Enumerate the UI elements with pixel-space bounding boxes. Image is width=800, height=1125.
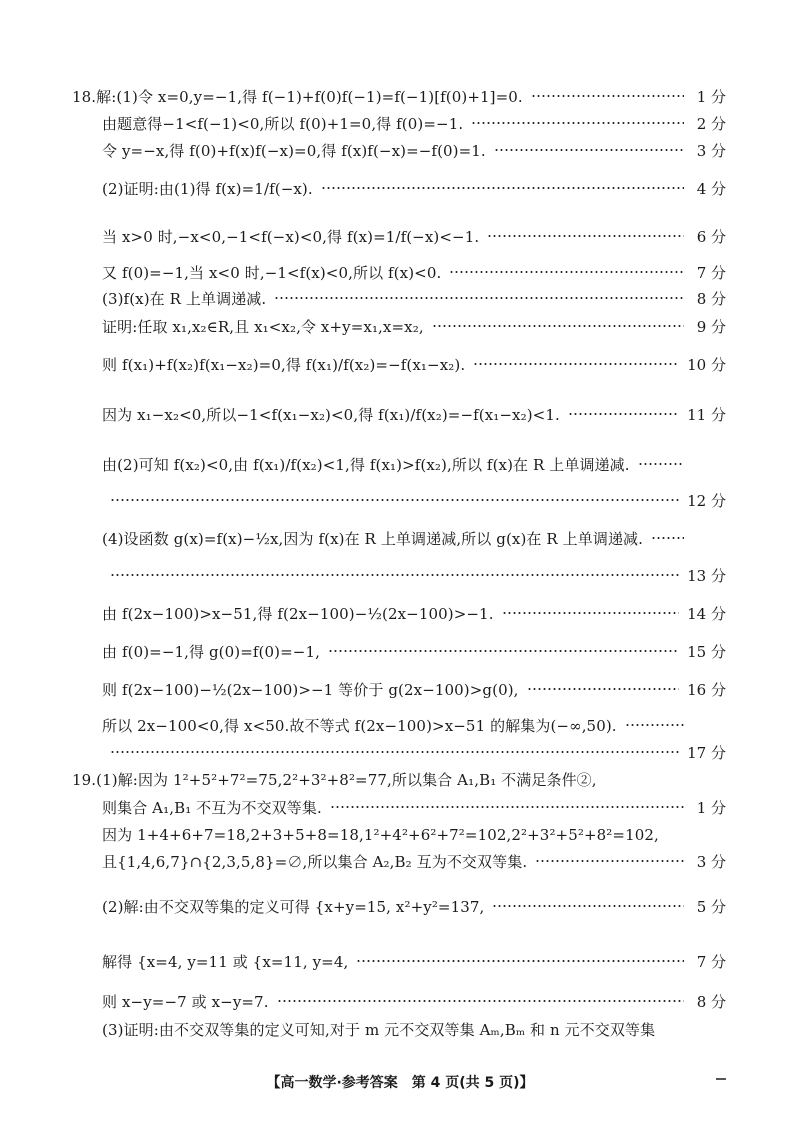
line-text: 由题意得−1<f(−1)<0,所以 f(0)+1=0,得 f(0)=−1. xyxy=(102,114,464,133)
dot-leader xyxy=(356,960,684,962)
dot-leader xyxy=(473,363,679,365)
solution-line xyxy=(102,176,726,200)
solution-line xyxy=(102,713,726,737)
score-label: 10 分 xyxy=(687,355,726,374)
line-text: 由 f(0)=−1,得 g(0)=f(0)=−1, xyxy=(102,642,320,661)
solution-line xyxy=(102,224,726,248)
solution-line xyxy=(102,989,726,1013)
line-text: 所以 2x−100<0,得 x<50.故不等式 f(2x−100)>x−51 的解集为(−∞,50). xyxy=(102,716,617,735)
dot-leader xyxy=(330,806,684,808)
dot-leader xyxy=(492,905,684,907)
line-text: 当 x>0 时,−x<0,−1<f(−x)<0,得 f(x)=1/f(−x)<−1. xyxy=(102,227,480,246)
score-label: 6 分 xyxy=(696,227,726,246)
line-text: 又 f(0)=−1,当 x<0 时,−1<f(x)<0,所以 f(x)<0. xyxy=(102,263,442,282)
solution-line xyxy=(102,795,726,819)
line-text: (3)f(x)在 R 上单调递减. xyxy=(102,289,267,308)
dot-leader xyxy=(274,297,684,299)
solution-line xyxy=(102,601,726,625)
solution-line xyxy=(102,894,726,918)
solution-line xyxy=(102,1017,726,1041)
solution-line xyxy=(102,563,726,587)
solution-line xyxy=(102,639,726,663)
dot-leader xyxy=(471,122,684,124)
line-text: 且{1,4,6,7}∩{2,3,5,8}=∅,所以集合 A₂,B₂ 互为不交双等集. xyxy=(102,852,528,871)
page-footer: 【高一数学·参考答案 第 4 页(共 5 页)】 xyxy=(266,1075,534,1091)
dot-leader xyxy=(502,612,680,614)
dot-leader xyxy=(651,537,684,539)
line-text: 令 y=−x,得 f(0)+f(x)f(−x)=0,得 f(x)f(−x)=−f(0)=1. xyxy=(102,141,486,160)
solution-line xyxy=(102,138,726,162)
line-text: 19.(1)解:因为 1²+5²+7²=75,2²+3²+8²=77,所以集合 A₁,B₁ 不满足条件②, xyxy=(72,770,597,789)
solution-line xyxy=(102,949,726,973)
dot-leader xyxy=(110,574,679,576)
line-text: 则 f(x₁)+f(x₂)f(x₁−x₂)=0,得 f(x₁)/f(x₂)=−f(x₁−x₂). xyxy=(102,355,466,374)
score-label: 1 分 xyxy=(696,798,726,817)
dot-leader xyxy=(527,688,680,690)
dot-leader xyxy=(531,95,684,97)
solution-line xyxy=(72,767,726,791)
score-label: 7 分 xyxy=(696,263,726,282)
solution-line xyxy=(102,111,726,135)
score-label: 7 分 xyxy=(696,952,726,971)
score-label: 12 分 xyxy=(687,491,726,510)
dot-leader xyxy=(625,724,684,726)
line-text: 因为 1+4+6+7=18,2+3+5+8=18,1²+4²+6²+7²=102,2²+3²+5²+8²=102, xyxy=(102,825,659,844)
solution-line xyxy=(102,260,726,284)
solution-line xyxy=(102,314,726,338)
dot-leader xyxy=(321,187,684,189)
solution-line xyxy=(102,740,726,764)
solution-line xyxy=(102,526,726,550)
solution-line xyxy=(102,402,726,426)
score-label: 17 分 xyxy=(687,743,726,762)
solution-line xyxy=(102,488,726,512)
score-label: 15 分 xyxy=(687,642,726,661)
line-text: 因为 x₁−x₂<0,所以−1<f(x₁−x₂)<0,得 f(x₁)/f(x₂)=−f(x₁−x₂)<1. xyxy=(102,405,560,424)
line-text: 则 x−y=−7 或 x−y=7. xyxy=(102,992,269,1011)
score-label: 2 分 xyxy=(696,114,726,133)
score-label: 16 分 xyxy=(687,680,726,699)
dot-leader xyxy=(110,751,679,753)
score-label: 1 分 xyxy=(696,87,726,106)
score-label: 9 分 xyxy=(696,317,726,336)
line-text: 证明:任取 x₁,x₂∈R,且 x₁<x₂,令 x+y=x₁,x=x₂, xyxy=(102,317,424,336)
line-text: (3)证明:由不交双等集的定义可知,对于 m 元不交双等集 Aₘ,Bₘ 和 n 元不交双等集 xyxy=(102,1020,656,1039)
line-text: 由 f(2x−100)>x−51,得 f(2x−100)−½(2x−100)>−1. xyxy=(102,604,494,623)
solution-line xyxy=(102,849,726,873)
dot-leader xyxy=(487,235,684,237)
corner-mark xyxy=(716,1078,726,1080)
score-label: 4 分 xyxy=(696,179,726,198)
line-text: 则集合 A₁,B₁ 不互为不交双等集. xyxy=(102,798,322,817)
line-text: (4)设函数 g(x)=f(x)−½x,因为 f(x)在 R 上单调递减,所以 g(x)在 R 上单调递减. xyxy=(102,529,644,548)
line-text: 解得 {x=4, y=11 或 {x=11, y=4, xyxy=(102,952,349,971)
solution-line xyxy=(72,84,726,108)
dot-leader xyxy=(535,860,684,862)
dot-leader xyxy=(110,499,679,501)
dot-leader xyxy=(328,650,679,652)
dot-leader xyxy=(568,413,679,415)
score-label: 8 分 xyxy=(696,992,726,1011)
dot-leader xyxy=(494,149,684,151)
line-text: 则 f(2x−100)−½(2x−100)>−1 等价于 g(2x−100)>g(0), xyxy=(102,680,519,699)
dot-leader xyxy=(432,325,684,327)
score-label: 3 分 xyxy=(696,852,726,871)
score-label: 13 分 xyxy=(687,566,726,585)
score-label: 11 分 xyxy=(687,405,726,424)
score-label: 5 分 xyxy=(696,897,726,916)
dot-leader xyxy=(449,271,684,273)
line-text: (2)证明:由(1)得 f(x)=1/f(−x). xyxy=(102,179,313,198)
solution-line xyxy=(102,822,726,846)
score-label: 3 分 xyxy=(696,141,726,160)
solution-line xyxy=(102,452,726,476)
line-text: 18.解:(1)令 x=0,y=−1,得 f(−1)+f(0)f(−1)=f(−1)[f(0)+1]=0. xyxy=(72,87,523,106)
score-label: 14 分 xyxy=(687,604,726,623)
solution-line xyxy=(102,286,726,310)
score-label: 8 分 xyxy=(696,289,726,308)
line-text: (2)解:由不交双等集的定义可得 {x+y=15, x²+y²=137, xyxy=(102,897,485,916)
dot-leader xyxy=(638,463,684,465)
dot-leader xyxy=(277,1000,684,1002)
line-text: 由(2)可知 f(x₂)<0,由 f(x₁)/f(x₂)<1,得 f(x₁)>f(x₂),所以 f(x)在 R 上单调递减. xyxy=(102,455,630,474)
solution-line xyxy=(102,352,726,376)
solution-line xyxy=(102,677,726,701)
